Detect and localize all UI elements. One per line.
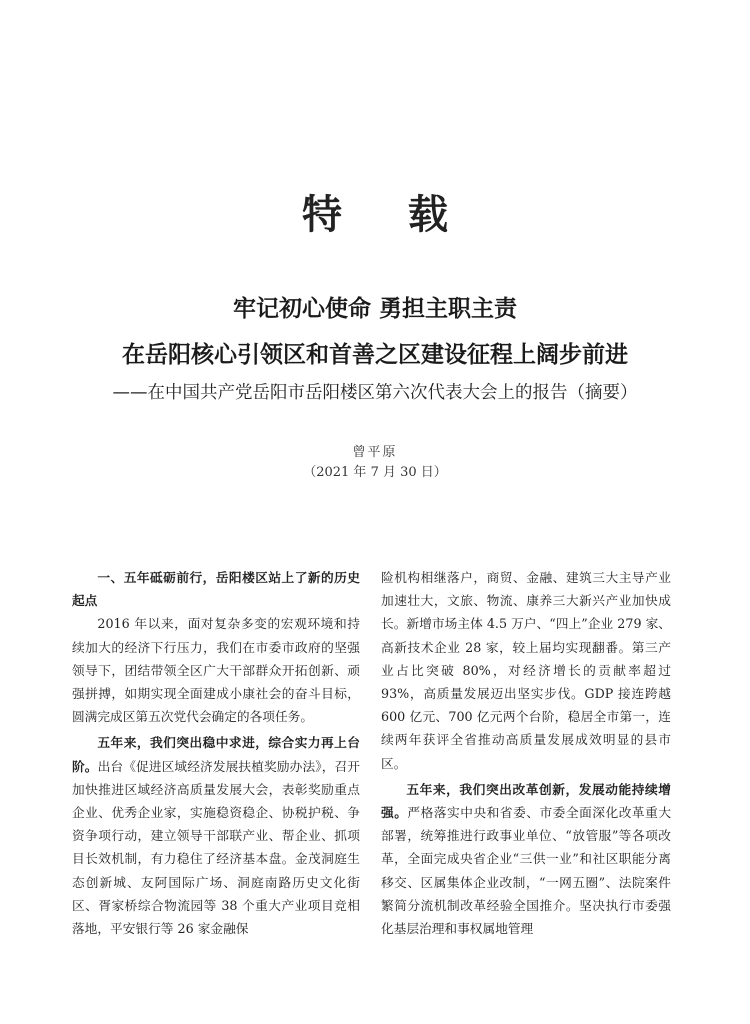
continuation-paragraph: 险机构相继落户，商贸、金融、建筑三大主导产业加速壮大，文旅、物流、康养三大新兴产业加快成长。新增市场主体 4.5 万户、“四上”企业 279 家、高新技术企业 28 家，较上届均实现翻番。第三产业占比突破 80%，对经济增长的贡献率超过 93%，高质量发展迈出坚实步伐。GDP 接连跨越 600 亿元、700 亿元两个台阶，稳居全市第一，连续两年获评全省推动高质量发展成效明显的县市区。 bbox=[381, 570, 671, 771]
report-subtitle: ——在中国共产党岳阳市岳阳楼区第六次代表大会上的报告（摘要） bbox=[112, 383, 638, 403]
left-column bbox=[72, 566, 360, 940]
economy-body: 出台《促进区域经济发展扶植奖励办法》，召开加快推进区域经济高质量发展大会，表彰奖励重点企业、优秀企业家，实施稳资稳企、协税护税、争资争项行动，建立领导干部联产业、帮企业、抓项目长效机制，有力稳住了经济基本盘。金茂洞庭生态创新城、友阿国际广场、洞庭南路历史文化街区、胥家桥综合物流园等 38 个重大产业项目竞相落地，平安银行等 26 家金融保 bbox=[72, 758, 360, 937]
reform-body: 严格落实中央和省委、市委全面深化改革重大部署，统筹推进行政事业单位、“放管服”等各项改革，全面完成央省企业“三供一业”和社区职能分离移交、区属集体企业改制，“一网五圈”、法院案件繁简分流机制改革经验全国推介。坚决执行市委强化基层治理和事权属地管理 bbox=[381, 805, 672, 937]
report-title-line-2: 在岳阳核心引领区和首善之区建设征程上阔步前进 bbox=[122, 341, 628, 368]
right-column bbox=[381, 566, 671, 940]
report-title-line-1: 牢记初心使命 勇担主职主责 bbox=[232, 295, 517, 322]
intro-paragraph: 2016 年以来，面对复杂多变的宏观环境和持续加大的经济下行压力，我们在市委市政府的坚强领导下，团结带领全区广大干部群众开拓创新、顽强拼搏，如期实现全面建成小康社会的奋斗目标，圆满完成区第五次党代会确定的各项任务。 bbox=[72, 616, 360, 725]
author-name: 曾平原 bbox=[352, 445, 398, 460]
reform-paragraph bbox=[381, 778, 671, 940]
section-tag: 特 载 bbox=[302, 191, 474, 238]
economy-paragraph bbox=[72, 731, 360, 940]
economy-lead: 五年来，我们突出稳中求进，综合实力再上台阶。 bbox=[72, 735, 360, 774]
reform-lead: 五年来，我们突出改革创新，发展动能持续增强。 bbox=[381, 781, 671, 821]
section-heading: 一、五年砥砺前行，岳阳楼区站上了新的历史起点 bbox=[72, 570, 360, 609]
report-date: （2021 年 7 月 30 日） bbox=[303, 465, 447, 480]
